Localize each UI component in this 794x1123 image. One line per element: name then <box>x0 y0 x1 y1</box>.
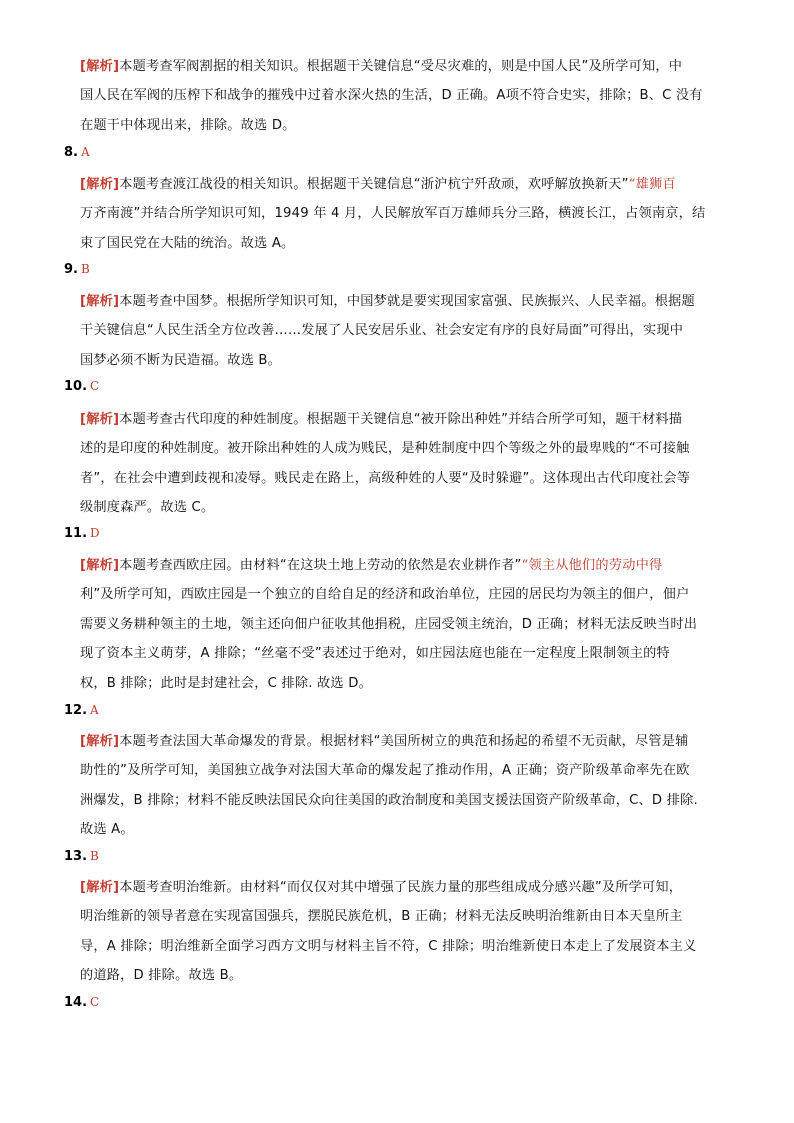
explanation-text: 助性的”及所学可知，美国独立战争对法国大革命的爆发起了推动作用，A 正确；资产阶级革命率先在欧 <box>80 763 690 779</box>
explanation-line <box>80 81 725 110</box>
explanation-text: 本题考查古代印度的种姓制度。根据题干关键信息“被开除出种姓”并结合所学可知，题干材料描 <box>119 412 683 427</box>
question-number <box>64 262 90 277</box>
answer-letter: A <box>90 703 99 717</box>
analysis-label: [解析] <box>80 59 120 74</box>
explanation-line <box>80 786 725 815</box>
explanation-text: 利”及所学可知，西欧庄园是一个独立的自给自足的经济和政治单位，庄园的居民均为领主的佃户，佃户 <box>80 587 690 603</box>
explanation-text: 本题考查明治维新。由材料“而仅仅对其中增强了民族力量的那些组成成分感兴趣”及所学可知， <box>119 880 683 895</box>
explanation-text: 需要义务耕种领主的土地，领主还向佃户征收其他捐税，庄园受领主统治，D 正确；材料无法反映当时出 <box>80 616 698 632</box>
answer-letter: C <box>90 379 100 393</box>
explanation-text: 本题考查西欧庄园。由材料“在这块土地上劳动的依然是农业耕作者” <box>119 558 522 573</box>
explanation-line <box>80 199 725 228</box>
explanation-line <box>80 727 725 756</box>
explanation-text: 述的是印度的种姓制度。被开除出种姓的人成为贱民，是种姓制度中四个等级之外的最卑贱的“不可接触 <box>80 441 690 457</box>
question-number <box>64 379 99 394</box>
question-number-label: 10. <box>64 379 88 394</box>
analysis-label: [解析] <box>80 734 120 749</box>
answer-letter: C <box>90 995 100 1009</box>
answer-letter: D <box>90 526 100 540</box>
explanation-text: 权，B 排除；此时是封建社会，C 排除. 故选 D。 <box>80 675 372 691</box>
explanation-paragraph <box>80 52 725 140</box>
highlighted-quote: “雄狮百 <box>628 177 676 192</box>
question-number <box>64 703 99 718</box>
explanation-line <box>80 52 725 81</box>
explanation-text: 级制度森严。故选 C。 <box>80 500 215 516</box>
question-number-label: 11. <box>64 526 88 541</box>
explanation-line <box>80 610 725 639</box>
explanation-line <box>80 551 725 580</box>
answer-letter: A <box>80 145 90 159</box>
explanation-text: 者”，在社会中遭到歧视和凌辱。贱民走在路上，高级种姓的人要“及时躲避”。这体现出古代印度社会等 <box>80 470 691 486</box>
explanation-text: 明治维新的领导者意在实现富国强兵，摆脱民族危机，B 正确；材料无法反映明治维新由日本天皇所主 <box>80 909 683 925</box>
explanation-text: 干关键信息“人民生活全方位改善……发展了人民安居乐业、社会安定有序的良好局面”可得出，实现中 <box>80 323 684 339</box>
explanation-line <box>80 229 725 258</box>
explanation-text: 本题考查法国大革命爆发的背景。根据材料“美国所树立的典范和扬起的希望不无贡献，尽管是辅 <box>119 734 689 749</box>
question-number <box>64 849 99 864</box>
explanation-line <box>80 346 725 375</box>
question-number-label: 8. <box>64 145 78 160</box>
explanation-paragraph <box>80 287 725 375</box>
explanation-paragraph <box>80 727 725 845</box>
explanation-line <box>80 902 725 931</box>
explanation-text: 故选 A。 <box>80 822 134 838</box>
answer-letter: B <box>90 849 99 863</box>
highlighted-quote: “领主从他们的劳动中得 <box>521 558 663 573</box>
explanation-text: 导，A 排除；明治维新全面学习西方文明与材料主旨不符，C 排除；明治维新使日本走上了发展资本主义 <box>80 938 697 954</box>
question-number <box>64 145 90 160</box>
analysis-label: [解析] <box>80 412 120 427</box>
analysis-label: [解析] <box>80 177 120 192</box>
analysis-label: [解析] <box>80 558 120 573</box>
explanation-line <box>80 873 725 902</box>
explanation-text: 万齐南渡”并结合所学知识可知，1949 年 4 月，人民解放军百万雄师兵分三路，横渡长江，占领南京，结 <box>80 206 706 222</box>
explanation-line <box>80 434 725 463</box>
explanation-line <box>80 464 725 493</box>
explanation-line <box>80 639 725 668</box>
explanation-text: 的道路，D 排除。故选 B。 <box>80 968 243 984</box>
explanation-paragraph <box>80 170 725 258</box>
analysis-label: [解析] <box>80 880 120 895</box>
explanation-line <box>80 756 725 785</box>
explanation-text: 国梦必须不断为民造福。故选 B。 <box>80 352 282 368</box>
analysis-label: [解析] <box>80 294 120 309</box>
explanation-line <box>80 669 725 698</box>
explanation-paragraph <box>80 873 725 991</box>
explanation-line <box>80 287 725 316</box>
explanation-paragraph <box>80 551 725 698</box>
question-number-label: 12. <box>64 703 88 718</box>
explanation-line <box>80 493 725 522</box>
explanation-paragraph <box>80 405 725 523</box>
explanation-text: 本题考查中国梦。根据所学知识可知，中国梦就是要实现国家富强、民族振兴、人民幸福。根据题 <box>119 294 695 309</box>
explanation-text: 在题干中体现出来，排除。故选 D。 <box>80 117 296 133</box>
question-number <box>64 995 99 1010</box>
explanation-text: 本题考查渡江战役的相关知识。根据题干关键信息“浙沪杭宁歼敌顽，欢呼解放换新天” <box>119 177 629 192</box>
explanation-line <box>80 961 725 990</box>
explanation-text: 束了国民党在大陆的统治。故选 A。 <box>80 235 295 251</box>
question-number-label: 13. <box>64 849 88 864</box>
question-number-label: 9. <box>64 262 78 277</box>
explanation-text: 现了资本主义萌芽，A 排除；“丝毫不受”表述过于绝对，如庄园法庭也能在一定程度上限制领主的特 <box>80 646 670 662</box>
explanation-text: 本题考查军阀割据的相关知识。根据题干关键信息“受尽灾难的，则是中国人民”及所学可知，中 <box>119 59 683 74</box>
explanation-line <box>80 580 725 609</box>
question-number <box>64 526 100 541</box>
explanation-text: 洲爆发，B 排除；材料不能反映法国民众向往美国的政治制度和美国支援法国资产阶级革命，C、D 排除. <box>80 792 698 808</box>
explanation-line <box>80 316 725 345</box>
explanation-line <box>80 815 725 844</box>
question-number-label: 14. <box>64 995 88 1010</box>
explanation-line <box>80 932 725 961</box>
explanation-line <box>80 111 725 140</box>
answer-letter: B <box>80 262 90 276</box>
explanation-text: 国人民在军阀的压榨下和战争的摧残中过着水深火热的生活，D 正确。A项不符合史实，排除；B、C 没有 <box>80 88 703 104</box>
explanation-line <box>80 170 725 199</box>
explanation-line <box>80 405 725 434</box>
